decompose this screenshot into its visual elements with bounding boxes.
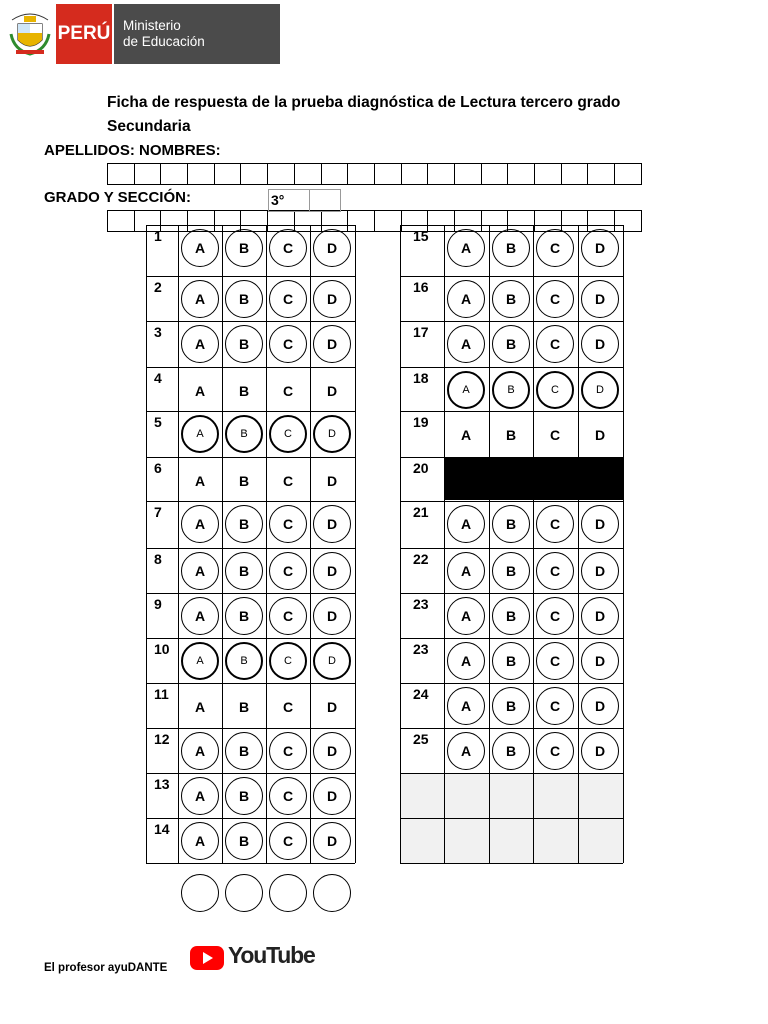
grid-line (146, 501, 355, 502)
question-number: 24 (413, 686, 429, 702)
answer-bubble-b[interactable]: B (492, 597, 530, 635)
answer-bubble-c[interactable]: C (269, 777, 307, 815)
sheet-title-line2: Secundaria (107, 118, 191, 135)
grade-label: GRADO Y SECCIÓN: (44, 189, 191, 206)
letter-cell[interactable] (374, 210, 402, 232)
answer-option-a[interactable]: A (194, 383, 206, 399)
grid-line (146, 457, 355, 458)
answer-bubble-b[interactable]: B (492, 642, 530, 680)
grid-line (400, 863, 623, 864)
answer-bubble-b[interactable]: B (225, 552, 263, 590)
answer-bubble-b[interactable]: B (225, 229, 263, 267)
answer-bubble-c[interactable]: C (536, 229, 574, 267)
grid-line (146, 225, 355, 226)
letter-cell[interactable] (214, 210, 242, 232)
answer-bubble-b[interactable]: B (225, 415, 263, 453)
answer-bubble-b[interactable]: B (225, 642, 263, 680)
letter-cell[interactable] (401, 163, 429, 185)
names-input-grid[interactable] (108, 163, 642, 185)
question-number: 4 (154, 370, 162, 386)
empty-bubble[interactable] (181, 874, 219, 912)
grade-section-field[interactable] (268, 189, 341, 212)
letter-cell[interactable] (374, 163, 402, 185)
question-number: 5 (154, 414, 162, 430)
answer-bubble-c[interactable]: C (269, 415, 307, 453)
answer-bubble-c[interactable]: C (269, 280, 307, 318)
letter-cell[interactable] (561, 163, 589, 185)
question-number: 2 (154, 279, 162, 295)
letter-cell[interactable] (294, 210, 322, 232)
letter-cell[interactable] (107, 163, 135, 185)
answer-bubble-b[interactable]: B (225, 280, 263, 318)
letter-cell[interactable] (160, 163, 188, 185)
answer-option-a[interactable]: A (194, 699, 206, 715)
grid-line (400, 276, 623, 277)
answer-bubble-d[interactable]: D (313, 597, 351, 635)
question-number: 16 (413, 279, 429, 295)
answer-bubble-a[interactable]: A (447, 229, 485, 267)
answer-option-a[interactable]: A (194, 473, 206, 489)
answer-bubble-d[interactable]: D (313, 552, 351, 590)
question-number: 1 (154, 228, 162, 244)
answer-bubble-b[interactable]: B (492, 229, 530, 267)
question-number: 23 (413, 596, 429, 612)
answer-option-c[interactable]: C (549, 427, 561, 443)
question-number: 7 (154, 504, 162, 520)
grid-line (146, 548, 355, 549)
answer-option-b[interactable]: B (238, 473, 250, 489)
answer-bubble-c[interactable]: C (536, 732, 574, 770)
grid-line (400, 728, 623, 729)
answer-bubble-a[interactable]: A (447, 371, 485, 409)
letter-cell[interactable] (587, 163, 615, 185)
answer-bubble-c[interactable]: C (536, 325, 574, 363)
question-number: 21 (413, 504, 429, 520)
answer-bubble-d[interactable]: D (313, 777, 351, 815)
question-number: 17 (413, 324, 429, 340)
answer-bubble-b[interactable]: B (225, 597, 263, 635)
grid-line (400, 411, 623, 412)
answer-bubble-b[interactable]: B (492, 280, 530, 318)
answer-bubble-d[interactable]: D (581, 642, 619, 680)
grade-value: 3° (269, 190, 310, 211)
answer-bubble-d[interactable]: D (313, 325, 351, 363)
answer-bubble-a[interactable]: A (447, 325, 485, 363)
question-number: 9 (154, 596, 162, 612)
peru-brand-box (56, 4, 112, 64)
youtube-play-icon (190, 946, 224, 970)
question-number: 8 (154, 551, 162, 567)
question-number: 18 (413, 370, 429, 386)
grid-line (146, 593, 355, 594)
grid-line (400, 548, 623, 549)
answer-bubble-a[interactable]: A (181, 777, 219, 815)
letter-cell[interactable] (454, 163, 482, 185)
grid-line (146, 683, 355, 684)
question-number: 20 (413, 460, 429, 476)
answer-bubble-d[interactable]: D (581, 280, 619, 318)
grid-line (400, 818, 623, 819)
grid-line (400, 593, 623, 594)
letter-cell[interactable] (160, 210, 188, 232)
grid-line (146, 773, 355, 774)
grid-line (400, 683, 623, 684)
question-number: 14 (154, 821, 170, 837)
answer-bubble-a[interactable]: A (447, 280, 485, 318)
answer-bubble-a[interactable]: A (181, 642, 219, 680)
answer-bubble-d[interactable]: D (581, 229, 619, 267)
answer-bubble-a[interactable]: A (181, 552, 219, 590)
answer-bubble-a[interactable]: A (447, 552, 485, 590)
grid-line (146, 818, 355, 819)
answer-bubble-c[interactable]: C (269, 505, 307, 543)
letter-cell[interactable] (481, 163, 509, 185)
answer-bubble-d[interactable]: D (313, 229, 351, 267)
answer-bubble-a[interactable]: A (447, 505, 485, 543)
footer-credit: El profesor ayuDANTE (44, 962, 168, 974)
question-number: 6 (154, 460, 162, 476)
answer-bubble-d[interactable]: D (581, 597, 619, 635)
question-number: 10 (154, 641, 170, 657)
answer-bubble-d[interactable]: D (581, 371, 619, 409)
answer-bubble-c[interactable]: C (536, 597, 574, 635)
letter-cell[interactable] (507, 163, 535, 185)
answer-bubble-b[interactable]: B (225, 777, 263, 815)
letter-cell[interactable] (614, 163, 642, 185)
answer-bubble-d[interactable]: D (581, 687, 619, 725)
ministry-brand-box (114, 4, 280, 64)
answer-option-b[interactable]: B (505, 427, 517, 443)
answer-option-b[interactable]: B (238, 383, 250, 399)
answer-bubble-c[interactable]: C (269, 732, 307, 770)
answer-bubble-b[interactable]: B (492, 687, 530, 725)
grid-line (146, 321, 355, 322)
answer-bubble-a[interactable]: A (447, 687, 485, 725)
answer-bubble-d[interactable]: D (581, 505, 619, 543)
answer-bubble-d[interactable]: D (581, 552, 619, 590)
grid-line (146, 367, 355, 368)
answer-bubble-a[interactable]: A (181, 732, 219, 770)
grid-line (400, 225, 623, 226)
grid-line (146, 728, 355, 729)
grade-input-grid[interactable] (108, 210, 642, 232)
letter-cell[interactable] (614, 210, 642, 232)
answer-option-d[interactable]: D (326, 699, 338, 715)
letter-cell[interactable] (561, 210, 589, 232)
empty-bubble[interactable] (269, 874, 307, 912)
question-number: 13 (154, 776, 170, 792)
answer-bubble-c[interactable]: C (536, 280, 574, 318)
letter-cell[interactable] (534, 163, 562, 185)
answer-bubble-d[interactable]: D (581, 732, 619, 770)
answer-option-b[interactable]: B (238, 699, 250, 715)
grid-line (355, 225, 356, 863)
answer-bubble-c[interactable]: C (269, 597, 307, 635)
answer-bubble-d[interactable]: D (581, 325, 619, 363)
letter-cell[interactable] (427, 163, 455, 185)
question-number: 12 (154, 731, 170, 747)
ministry-line-1: Ministerio (123, 18, 181, 33)
ministry-line-2: de Educación (123, 34, 205, 49)
answer-bubble-a[interactable]: A (181, 229, 219, 267)
answer-option-a[interactable]: A (460, 427, 472, 443)
answer-bubble-c[interactable]: C (536, 371, 574, 409)
grid-line (400, 367, 623, 368)
question-number: 25 (413, 731, 429, 747)
answer-bubble-a[interactable]: A (181, 822, 219, 860)
grid-line (400, 501, 623, 502)
peru-coat-of-arms-logo (8, 6, 52, 58)
grid-line (623, 225, 624, 863)
letter-cell[interactable] (267, 163, 295, 185)
answer-bubble-c[interactable]: C (536, 505, 574, 543)
answer-option-d[interactable]: D (326, 383, 338, 399)
letter-cell[interactable] (427, 210, 455, 232)
peru-label: PERÚ (57, 23, 111, 44)
answer-bubble-b[interactable]: B (225, 325, 263, 363)
answer-bubble-d[interactable]: D (313, 642, 351, 680)
grid-line (400, 321, 623, 322)
letter-cell[interactable] (294, 163, 322, 185)
answer-bubble-a[interactable]: A (181, 280, 219, 318)
answer-bubble-c[interactable]: C (269, 642, 307, 680)
letter-cell[interactable] (321, 163, 349, 185)
answer-bubble-c[interactable]: C (269, 229, 307, 267)
grid-line (146, 411, 355, 412)
answer-bubble-b[interactable]: B (225, 822, 263, 860)
answer-bubble-d[interactable]: D (313, 822, 351, 860)
grid-line (146, 638, 355, 639)
answer-bubble-d[interactable]: D (313, 280, 351, 318)
answer-bubble-a[interactable]: A (181, 325, 219, 363)
answer-bubble-b[interactable]: B (492, 505, 530, 543)
answer-option-d[interactable]: D (326, 473, 338, 489)
question-number: 22 (413, 551, 429, 567)
letter-cell[interactable] (134, 163, 162, 185)
answer-bubble-a[interactable]: A (181, 415, 219, 453)
letter-cell[interactable] (214, 163, 242, 185)
letter-cell[interactable] (187, 163, 215, 185)
answer-bubble-d[interactable]: D (313, 415, 351, 453)
question-number: 15 (413, 228, 429, 244)
answer-option-c[interactable]: C (282, 699, 294, 715)
sheet-title: Ficha de respuesta de la prueba diagnóstica de Lectura tercero grado (107, 94, 621, 111)
answer-bubble-c[interactable]: C (269, 822, 307, 860)
grid-line (146, 276, 355, 277)
answer-bubble-d[interactable]: D (313, 732, 351, 770)
answer-bubble-c[interactable]: C (536, 552, 574, 590)
grid-line (400, 773, 623, 774)
answer-bubble-a[interactable]: A (447, 642, 485, 680)
answer-option-c[interactable]: C (282, 473, 294, 489)
letter-cell[interactable] (481, 210, 509, 232)
grid-line (146, 863, 355, 864)
answer-bubble-b[interactable]: B (225, 732, 263, 770)
answer-bubble-b[interactable]: B (225, 505, 263, 543)
letter-cell[interactable] (107, 210, 135, 232)
empty-bubble[interactable] (225, 874, 263, 912)
youtube-logo-text: YouTube (228, 942, 315, 968)
question-number: 19 (413, 414, 429, 430)
empty-bubble[interactable] (313, 874, 351, 912)
answer-bubble-a[interactable]: A (181, 597, 219, 635)
answer-bubble-a[interactable]: A (447, 732, 485, 770)
answer-bubble-c[interactable]: C (269, 552, 307, 590)
answer-bubble-b[interactable]: B (492, 732, 530, 770)
redaction-bar (444, 457, 623, 500)
letter-cell[interactable] (347, 163, 375, 185)
question-number: 11 (154, 686, 169, 702)
answer-bubble-b[interactable]: B (492, 552, 530, 590)
question-number: 23 (413, 641, 429, 657)
answer-option-d[interactable]: D (594, 427, 606, 443)
answer-option-c[interactable]: C (282, 383, 294, 399)
answer-bubble-c[interactable]: C (269, 325, 307, 363)
question-number: 3 (154, 324, 162, 340)
letter-cell[interactable] (240, 163, 268, 185)
names-label: APELLIDOS: NOMBRES: (44, 142, 221, 159)
answer-bubble-c[interactable]: C (536, 642, 574, 680)
answer-bubble-c[interactable]: C (536, 687, 574, 725)
answer-bubble-b[interactable]: B (492, 325, 530, 363)
answer-bubble-b[interactable]: B (492, 371, 530, 409)
answer-bubble-d[interactable]: D (313, 505, 351, 543)
answer-bubble-a[interactable]: A (447, 597, 485, 635)
answer-bubble-a[interactable]: A (181, 505, 219, 543)
letter-cell[interactable] (347, 210, 375, 232)
grid-line (400, 638, 623, 639)
